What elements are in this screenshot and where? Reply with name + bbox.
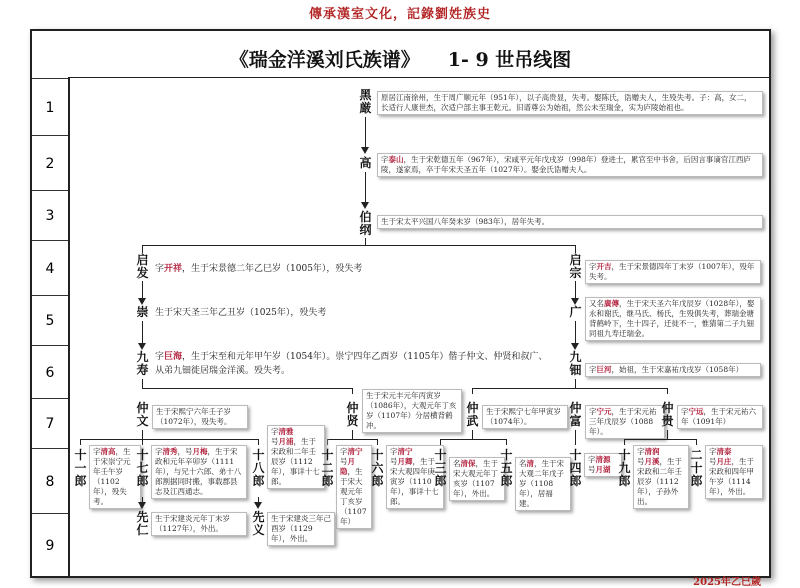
connector-line xyxy=(80,439,81,445)
down-arrow-icon xyxy=(138,343,146,350)
connector-line xyxy=(624,439,696,440)
lineage-chart xyxy=(30,29,771,588)
note-xianyi: 生于宋建炎三年己酉岁（1129年），外出。 xyxy=(267,512,335,546)
person-l12: 十二郎 xyxy=(321,448,334,488)
note-l17: 字清秀，号月梅，生于宋政和元年辛卯岁（1111年），与兄十六郎、弟十八郎割据同时搬，事载郡县志及江西通志。 xyxy=(151,445,247,499)
generation-label: 7 xyxy=(32,398,68,449)
down-arrow-icon xyxy=(571,298,579,305)
connector-line xyxy=(142,245,575,246)
note-l15: 名清，生于宋大观二年戊子岁（1108年），居福建。 xyxy=(515,457,571,511)
note-l19: 字清润 号月溪，生于宋政和二年壬辰岁（1112年），子孙外出。 xyxy=(633,445,689,509)
down-arrow-icon xyxy=(138,298,146,305)
note-jiushou: 字巨海，生于宋至和元年甲午岁（1054年）。崇宁四年乙酉岁（1105年）偕子仲文、仲贤和叔广、从弟九钿徙居瑞金洋溪。殁失考。 xyxy=(152,349,553,379)
note-l20: 字清泰 号月庄，生于宋政和四年甲午岁（1114年），外出。 xyxy=(705,445,763,499)
note-zhonggui: 字宁远，生于宋元祐六年（1091年） xyxy=(677,405,763,429)
person-l19: 十九郎 xyxy=(618,448,631,488)
generation-label: 3 xyxy=(32,190,68,241)
note-l13: 名清保，生于宋大观元年丁亥岁（1107年），外出。 xyxy=(449,457,505,501)
down-arrow-icon xyxy=(254,502,262,509)
connector-line xyxy=(575,430,576,445)
generation-label: 9 xyxy=(32,513,68,577)
note-chong: 生于宋天圣三年乙丑岁（1025年），殁失考 xyxy=(152,307,488,319)
title-rule xyxy=(68,77,769,78)
person-l11: 十一郎 xyxy=(74,448,87,488)
connector-line xyxy=(575,245,576,253)
note-l11: 字清高，生于宋崇宁元年壬午岁（1102年），殁失考。 xyxy=(89,445,141,509)
note-qifa: 字开祥，生于宋景德二年乙巳岁（1005年），殁失考 xyxy=(152,263,488,275)
person-g1: 黑厳 xyxy=(359,88,372,115)
person-l17: 十七郎 xyxy=(136,448,149,488)
person-zhongxian: 仲贤 xyxy=(346,401,359,428)
connector-line xyxy=(365,172,366,204)
person-l18: 十八郎 xyxy=(252,448,265,488)
note-zhongwu: 生于宋熙宁七年甲寅岁（1074年）。 xyxy=(482,405,568,429)
connector-line xyxy=(80,439,258,440)
generation-column xyxy=(32,78,70,576)
connector-line xyxy=(624,439,625,445)
note-xianren: 生于宋建炎元年丁未岁（1127年），外出。 xyxy=(151,512,247,536)
note-qizong: 字开吉，生于宋景德四年丁未岁（1007年），殁年失考。 xyxy=(585,260,761,284)
note-l16: 字清宁 号月卿，生于宋大观四年庚寅岁（1110年），事详十七郎。 xyxy=(386,445,444,509)
person-qizong: 启宗 xyxy=(569,253,582,280)
person-zhongwen: 仲文 xyxy=(136,401,149,428)
motto-banner: 傳承漢室文化，記錄劉姓族史 xyxy=(308,7,491,22)
down-arrow-icon xyxy=(571,343,579,350)
note-l18: 字清雅 号月浦，生于宋政和二年壬辰岁（1112年），事详十七郎。 xyxy=(267,425,325,489)
generation-label: 4 xyxy=(32,240,68,296)
generation-label: 6 xyxy=(32,345,68,399)
chart-title xyxy=(32,45,769,72)
connector-line xyxy=(327,439,377,440)
person-qifa: 启发 xyxy=(136,253,149,280)
person-l15: 十五郎 xyxy=(500,448,513,488)
connector-line xyxy=(472,388,667,389)
note-jiudian: 字巨河，始祖，生于宋嘉祐戊戌岁（1058年） xyxy=(585,363,761,377)
note-g2: 字泰山，生于宋乾德五年（967年），宋咸平元年戊戌岁（998年）登进士，累官至中书舍，后因言事谪官江西庐陵，遂家焉，卒于年宋天圣五年（1027年）。娶金氏诰赠夫人。 xyxy=(377,153,763,177)
note-l12: 字清宁 号月隐，生于宋大观元年丁亥岁（1107年） xyxy=(336,445,372,529)
person-xianyi: 先义 xyxy=(252,510,265,537)
connector-line xyxy=(327,439,328,445)
note-l14: 字清源 号月湖 xyxy=(584,453,622,477)
note-zhongfu: 字宁元，生于宋元祐三年戊辰岁（1088年）。 xyxy=(585,405,665,439)
generation-label: 5 xyxy=(32,295,68,346)
person-g2: 高 xyxy=(359,156,372,170)
connector-line xyxy=(696,439,697,445)
note-g1: 原居江南徐州，生于周广顺元年（951年），以子高贵显，失考。娶陈氏，诰赠夫人，生殁失考。子：高，女二，长适行人康世杰，次适户部主事王乾元。旧谱尊公为始祖，然公未至瑞金，实为庐陵始祖也。 xyxy=(377,91,763,115)
note-zhongwen: 生于宋熙宁六年壬子岁（1072年），殁失考。 xyxy=(152,405,248,429)
note-zhongxian: 生于宋元丰元年丙寅岁（1086年），大观元年丁亥岁（1107年）分居横背鹤冲。 xyxy=(362,389,462,433)
footer-year: 2025年乙巳歲 xyxy=(693,577,761,588)
person-zhonggui: 仲贵 xyxy=(661,401,674,428)
generation-label: 1 xyxy=(32,78,68,136)
note-g3: 生于宋太平兴国八年癸未岁（983年），居年失考。 xyxy=(377,215,763,229)
person-jiudian: 九钿 xyxy=(569,350,582,377)
person-zhongfu: 仲富 xyxy=(569,401,582,428)
generation-label: 2 xyxy=(32,135,68,191)
connector-line xyxy=(365,117,366,149)
connector-line xyxy=(377,439,378,445)
chart-title-main: 《瑞金洋溪刘氏族谱》 xyxy=(229,49,420,71)
person-guang: 广 xyxy=(569,305,582,319)
connector-line xyxy=(440,439,506,440)
connector-line xyxy=(258,439,259,445)
connector-line xyxy=(667,388,668,394)
person-l16: 十六郎 xyxy=(371,448,384,488)
person-g3: 伯纲 xyxy=(359,210,372,237)
person-chong: 崇 xyxy=(136,305,149,319)
note-guang: 又名廣傳，生于宋天圣六年戊辰岁（1028年），娶永和谢氏，继马氏、杨氏，生殁俱失考，葬瑞金塘背鹤岭下，生十四子，迁徙不一，惟猜第二子九钿同祖九寿迁瑞金。 xyxy=(585,297,761,341)
person-zhongwu: 仲武 xyxy=(466,401,479,428)
connector-line xyxy=(142,245,143,253)
down-arrow-icon xyxy=(361,147,369,154)
connector-line xyxy=(506,439,507,445)
connector-line xyxy=(472,388,473,394)
person-xianren: 先仁 xyxy=(136,510,149,537)
chart-title-sub: 1- 9 世吊线图 xyxy=(447,49,572,71)
generation-label: 8 xyxy=(32,448,68,514)
person-jiushou: 九寿 xyxy=(136,350,149,377)
down-arrow-icon xyxy=(361,202,369,209)
person-l14: 十四郎 xyxy=(569,448,582,488)
connector-line xyxy=(352,388,353,394)
connector-line xyxy=(142,388,352,389)
down-arrow-icon xyxy=(138,502,146,509)
connector-line xyxy=(142,439,143,445)
person-l20: 二十郎 xyxy=(690,448,703,488)
person-l13: 十三郎 xyxy=(434,448,447,488)
